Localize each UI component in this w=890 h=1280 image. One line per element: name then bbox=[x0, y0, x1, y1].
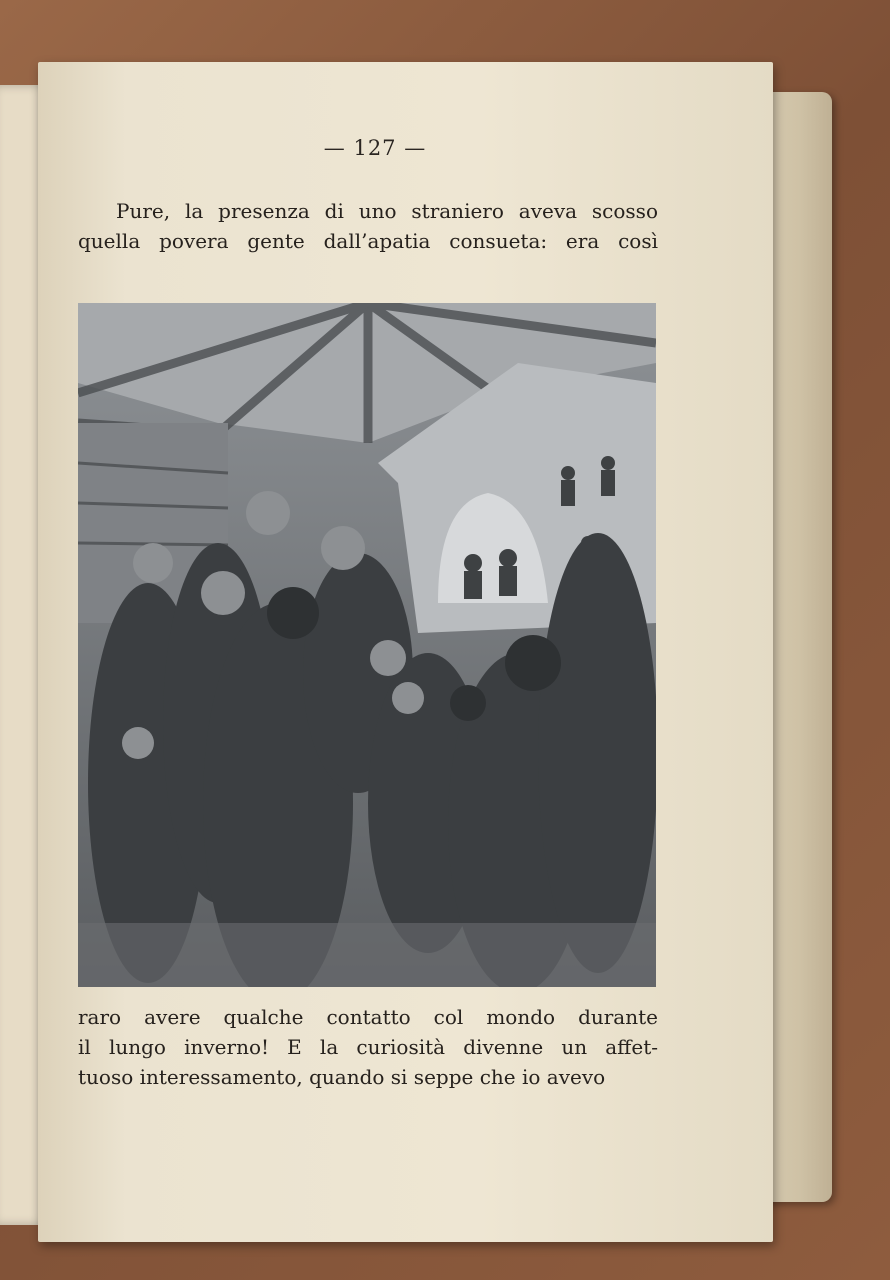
text-line: Pure, la presenza di uno straniero aveva scosso bbox=[116, 199, 658, 223]
bottom-paragraph bbox=[78, 1002, 658, 1092]
nativity-crowd-illustration bbox=[78, 303, 656, 987]
text-line: raro avere qualche contatto col mondo durante bbox=[78, 1005, 658, 1029]
page-number: — 127 — bbox=[323, 136, 427, 160]
text-line: tuoso interessamento, quando si seppe che io avevo bbox=[78, 1065, 606, 1089]
text-line: quella povera gente dall’apatia consueta: era così bbox=[78, 229, 658, 253]
text-line: il lungo inverno! E la curiosità divenne un affet- bbox=[78, 1035, 658, 1059]
top-paragraph bbox=[78, 196, 658, 256]
book-page bbox=[38, 62, 773, 1242]
